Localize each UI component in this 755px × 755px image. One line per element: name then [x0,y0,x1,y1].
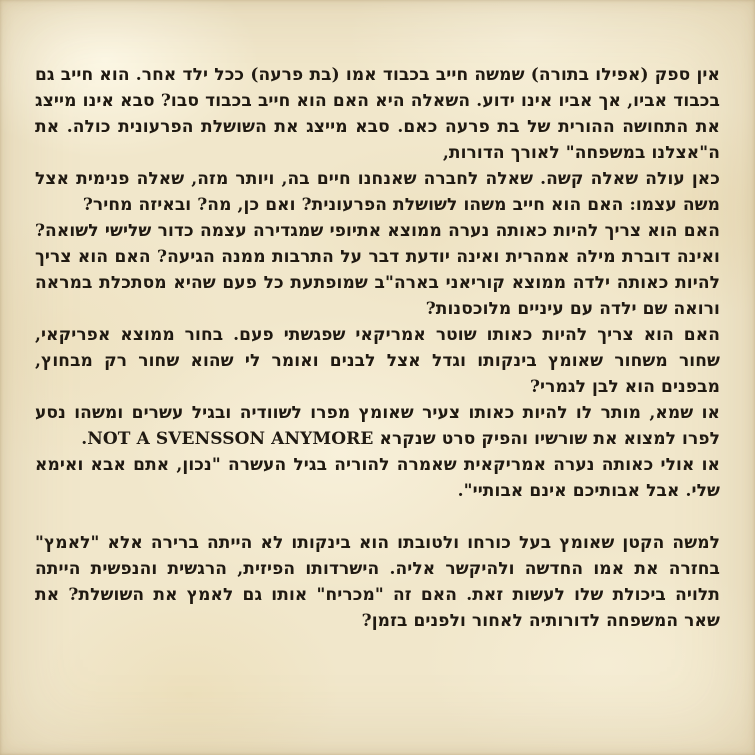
paragraph-hard-question: כאן עולה שאלה קשה. שאלה לחברה שאנחנו חיים בה, ויותר מזה, שאלה פנימית אצל משה עצמו: האם הוא חייב משהו לשושלת הפרעונית? ואם כן, מה? ובאיזה מחיר? [35,169,720,215]
paragraph-ethiopian-korean-examples: האם הוא צריך להיות כאותה נערה ממוצא אתיופי שמגדירה עצמה כדור שלישי לשואה? ואינה דוברת מילה אמהרית ואינה יודעת דבר על התרבות ממנה הגיעה? האם הוא צריך להיות כאותה ילדה ממוצא קוריאני בארה"ב שמופתעת כל פעם שהיא מסתכלת במראה ורואה שם ילדה עם עיניים מלוכסנות? [35,221,720,319]
paragraph-american-teen-quote: או אולי כאותה נערה אמריקאית שאמרה להוריה בגיל העשרה "נכון, אתם אבא ואימא שלי. אבל אבותיכם אינם אבותיי". [35,455,720,501]
paragraph-moses-grandfather: אין ספק (אפילו בתורה) שמשה חייב בכבוד אמו (בת פרעה) ככל ילד אחר. הוא חייב גם בכבוד אביו, אך אביו אינו ידוע. השאלה היא האם הוא חייב בכבוד סבו? סבא אינו מייצג את התחושה ההורית של בת פרעה כאם. סבא מייצג את השושלת הפרעונית כולה. את ה"אצלנו במשפחה" לאורך הדורות, [35,65,720,163]
paragraph-little-moses-conclusion: למשה הקטן שאומץ בעל כורחו ולטובתו הוא בינקותו לא הייתה ברירה אלא "לאמץ" בחזרה את אמו החדשה ולהיקשר אליה. הישרדותו הפיזית, הרגשית והנפשית הייתה תלויה ביכולת שלו לעשות זאת. האם זה "מכריח" אותו גם לאמץ את השושלת? את שאר המשפחה לדורותיה לאחור ולפנים בזמן? [35,533,720,631]
paragraph-american-policeman: האם הוא צריך להיות כאותו שוטר אמריקאי שפגשתי פעם. בחור ממוצא אפריקאי, שחור משחור שאומץ בינקותו וגדל אצל לבנים ואומר לי שהוא שחור רק מבחוץ, מבפנים הוא לבן לגמרי? [35,325,720,397]
text-block [35,62,720,634]
paragraph-peru-sweden-film: או שמא, מותר לו להיות כאותו צעיר שאומץ מפרו לשוודיה ובגיל עשרים ומשהו נסע לפרו למצוא את שורשיו והפיק סרט שנקרא NOT A SVENSSON ANYMORE. [35,403,720,449]
